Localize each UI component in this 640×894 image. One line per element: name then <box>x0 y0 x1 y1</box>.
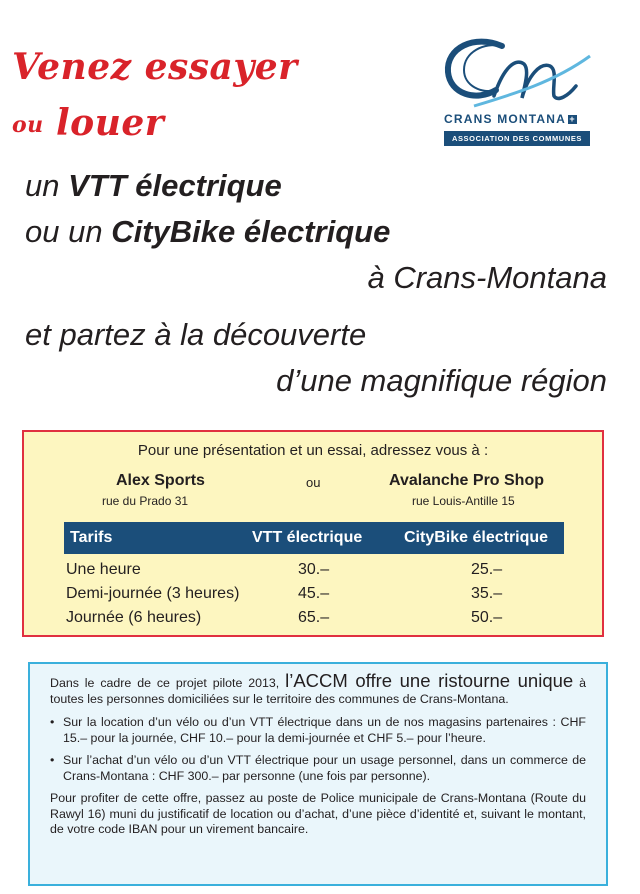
shop-name-alex-sports: Alex Sports <box>116 472 205 489</box>
tagline-line2-prefix: ou un <box>25 214 103 249</box>
logo-plus-icon: + <box>569 114 576 124</box>
rebate-highlight: l’ACCM offre une ristourne unique <box>285 670 574 691</box>
headline-line1: Venez essayer <box>12 46 298 88</box>
shop-address-avalanche: rue Louis-Antille 15 <box>412 494 515 508</box>
headline-louer: louer <box>56 102 165 144</box>
shop-name-avalanche: Avalanche Pro Shop <box>389 472 544 489</box>
list-item <box>50 715 586 746</box>
crans-montana-logo <box>444 36 592 148</box>
tariff-table-header <box>64 522 564 554</box>
tagline-line2-bold: CityBike électrique <box>111 214 391 249</box>
rebate-bullet-purchase: Sur l’achat d’un vélo ou d’un VTT électrique pour un usage personnel, dans un commerce de Crans-Montana : CHF 300.– par personne (une fois par personne). <box>63 753 586 783</box>
headline-ou: ou <box>12 112 44 138</box>
offer-intro: Pour une présentation et un essai, adressez vous à : <box>137 442 489 459</box>
tagline-line1 <box>25 170 282 201</box>
tariff-duration: Une heure <box>66 561 141 578</box>
logo-name-text: CRANS MONTANA <box>444 112 567 126</box>
tariff-header-vtt: VTT électrique <box>252 529 363 546</box>
tariff-header-citybike: CityBike électrique <box>404 529 549 546</box>
rebate-intro-start: Dans le cadre de ce projet pilote 2013, <box>50 676 280 690</box>
rebate-text <box>50 670 586 846</box>
table-row <box>64 561 564 585</box>
tariff-price-vtt: 65.– <box>298 609 330 626</box>
tariff-header-label: Tarifs <box>70 529 113 546</box>
rebate-box <box>28 662 608 886</box>
tagline-line1-bold: VTT électrique <box>68 168 282 203</box>
tariff-price-citybike: 50.– <box>471 609 503 626</box>
tariff-duration: Journée (6 heures) <box>66 609 202 626</box>
shop-address-alex-sports: rue du Prado 31 <box>102 494 189 508</box>
tariff-price-vtt: 30.– <box>298 561 330 578</box>
cm-monogram-icon <box>444 36 592 112</box>
tagline-line5: d’une magnifique région <box>276 363 607 398</box>
tagline-line4: et partez à la découverte <box>25 317 367 352</box>
offer-box <box>22 430 604 637</box>
bullet-icon: • <box>50 753 55 767</box>
rebate-intro <box>50 670 586 707</box>
tariff-price-vtt: 45.– <box>298 585 330 602</box>
tariff-duration: Demi-journée (3 heures) <box>66 585 240 602</box>
rebate-intro-end: à toutes les personnes domiciliées sur le territoire des communes de Crans-Montana. <box>50 676 586 706</box>
tagline-line2 <box>25 216 390 247</box>
tagline-line1-prefix: un <box>25 168 60 203</box>
table-row <box>64 585 564 609</box>
rebate-instructions: Pour profiter de cette offre, passez au poste de Police municipale de Crans-Montana (Route du Rawyl 16) muni du justificatif de location ou d’achat, d’une pièce d’identité et, suivant le montant, de votre code IBAN pour un virement bancaire. <box>50 791 586 836</box>
list-item <box>50 753 586 784</box>
tariff-price-citybike: 25.– <box>471 561 503 578</box>
logo-name <box>444 112 592 126</box>
logo-band: ASSOCIATION DES COMMUNES <box>444 131 590 146</box>
tariff-price-citybike: 35.– <box>471 585 503 602</box>
rebate-bullet-rental: Sur la location d’un vélo ou d’un VTT électrique dans un de nos magasins partenaires : CHF 15.– pour la journée, CHF 10.– pour la demi-journée et CHF 5.– pour l’heure. <box>63 715 586 745</box>
shop-or: ou <box>306 475 321 490</box>
bullet-icon: • <box>50 715 55 729</box>
tagline-line3: à Crans-Montana <box>367 260 607 295</box>
table-row <box>64 609 564 633</box>
